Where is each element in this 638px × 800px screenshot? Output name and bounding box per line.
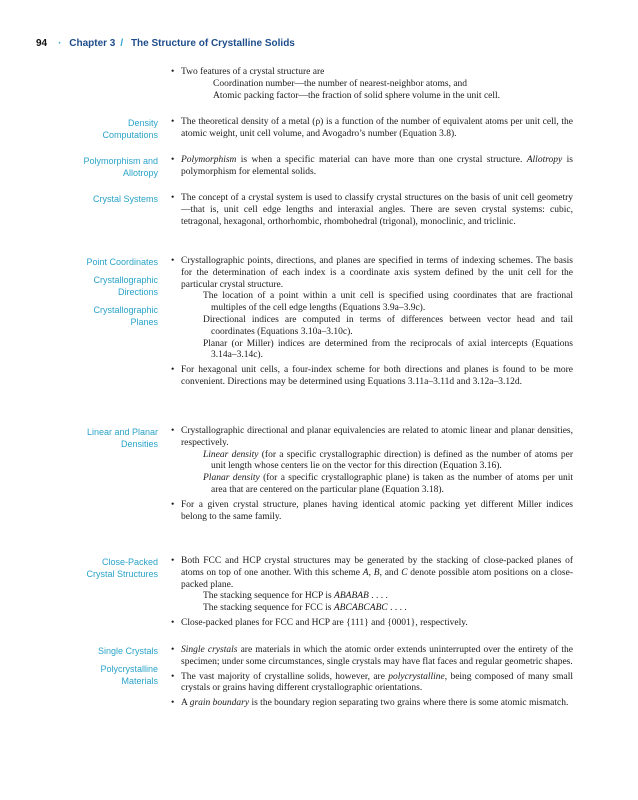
bullet-item: • A grain boundary is the boundary region separating two grains where there is some atomic mismatch.	[171, 698, 573, 710]
atomic-packing-factor-line: Atomic packing factor—the fraction of solid sphere volume in the unit cell.	[213, 90, 501, 101]
margin-heading-single-crystals: Single Crystals	[97, 646, 158, 656]
sub-item-planar-indices: Planar (or Miller) indices are determined from the reciprocals of axial intercepts (Equations 3.14a–3.14c).	[203, 338, 573, 361]
margin-heading-polymorphism: Polymorphism and Allotropy	[83, 156, 158, 178]
running-header	[36, 38, 295, 49]
bullet-item: • The vast majority of crystalline solids, however, are polycrystalline, being composed of many small crystals or grains having different crystallographic orientations.	[171, 672, 573, 696]
bullet-item: • For a given crystal structure, planes having identical atomic packing yet different Miller indices belong to the same family.	[171, 500, 573, 524]
margin-heading-close-packed: Close-Packed Crystal Structures	[86, 557, 158, 579]
bullet-item	[171, 67, 573, 102]
coordination-number-line: Coordination number—the number of nearest-neighbor atoms, and	[213, 78, 468, 89]
bullet-item: • Single crystals are materials in which the atomic order extends uninterrupted over the entirety of the specimen; under some circumstances, single crystals may have flat faces and regular geometric shapes.	[171, 645, 573, 669]
bullet-item: • Crystallographic points, directions, and planes are specified in terms of indexing schemes. The basis for the determination of each index is a coordinate axis system defined by the unit cell for the particular crystal structure. The location of a point within a unit cell is specified using coordinates that are fractional multiples of the cell edge lengths (Equations 3.9a–3.9c). Directional indices are computed in terms of differences between vector head and tail coordinates (Equations 3.10a–3.10c). Planar (or Miller) indices are determined from the reciprocals of axial intercepts (Equations 3.14a–3.14c).	[171, 256, 573, 362]
margin-heading-crystal-systems: Crystal Systems	[92, 194, 158, 204]
chapter-label: Chapter 3	[69, 38, 116, 49]
page-number: 94	[36, 38, 48, 49]
sub-item-directional-indices: Directional indices are computed in terms of differences between vector head and tail coordinates (Equations 3.10a–3.10c).	[203, 314, 573, 337]
margin-heading-polycrystalline: Polycrystalline Materials	[100, 664, 158, 686]
margin-heading-point-coordinates: Point Coordinates	[86, 257, 158, 267]
separator-slash: /	[120, 38, 124, 49]
bullet-item: • Crystallographic directional and planar equivalencies are related to atomic linear and planar densities, respectively. Linear density (for a specific crystallographic direction) is defined as the number of atoms per unit length whose centers lie on the vector for this direction (Equation 3.16). Planar density (for a specific crystallographic plane) is taken as the number of atoms per unit area that are centered on the particular plane (Equation 3.18).	[171, 426, 573, 497]
sub-item-linear-density: Linear density (for a specific crystallographic direction) is defined as the number of atoms per unit length whose centers lie on the vector for this direction (Equation 3.16).	[203, 449, 573, 472]
bullet-item: • For hexagonal unit cells, a four-index scheme for both directions and planes is found to be more convenient. Directions may be determined using Equations 3.11a–3.11d and 3.12a–3.12d.	[171, 365, 573, 389]
margin-headings-crystallography	[30, 256, 158, 334]
separator-dot: ·	[58, 38, 62, 49]
fcc-stacking-line: The stacking sequence for FCC is ABCABCABC . . . .	[203, 603, 407, 614]
bullet-item: • The theoretical density of a metal (ρ) is a function of the number of equivalent atoms per unit cell, the atomic weight, unit cell volume, and Avogadro’s number (Equation 3.8).	[171, 117, 573, 141]
bullet-item: • The concept of a crystal system is used to classify crystal structures on the basis of unit cell geometry—that is, unit cell edge lengths and interaxial angles. There are seven crystal systems: cubic, tetragonal, hexagonal, orthorhombic, rhombohedral (trigonal), monoclinic, and triclinic.	[171, 193, 573, 228]
margin-heading-directions: Crystallographic Directions	[93, 275, 158, 297]
sub-item-planar-density: Planar density (for a specific crystallographic plane) is taken as the number of atoms per unit area that are centered on the particular plane (Equation 3.18).	[203, 473, 573, 495]
bullet-item: • Close-packed planes for FCC and HCP are {111} and {0001}, respectively.	[171, 618, 573, 630]
bullet-text: • Two features of a crystal structure are	[181, 67, 325, 77]
margin-heading-planes: Crystallographic Planes	[93, 305, 158, 327]
margin-heading-densities: Linear and Planar Densities	[86, 427, 158, 449]
chapter-title: The Structure of Crystalline Solids	[130, 38, 295, 49]
bullet-item: • Polymorphism is when a specific material can have more than one crystal structure. Allotropy is polymorphism for elemental solids.	[171, 155, 573, 179]
sub-item-point-location: The location of a point within a unit cell is specified using coordinates that are fractional multiples of the cell edge lengths (Equations 3.9a–3.9c).	[203, 291, 573, 314]
hcp-stacking-line: The stacking sequence for HCP is ABABAB . . . .	[203, 591, 388, 602]
margin-headings-crystals	[30, 645, 158, 693]
bullet-item: • Both FCC and HCP crystal structures may be generated by the stacking of close-packed planes of atoms on top of one another. With this scheme A, B, and C denote possible atom positions on a close-packed plane. The stacking sequence for HCP is ABABAB . . . . The stacking sequence for FCC is ABCABCABC . . . .	[171, 556, 573, 615]
margin-heading-density: Density Computations	[102, 118, 158, 140]
